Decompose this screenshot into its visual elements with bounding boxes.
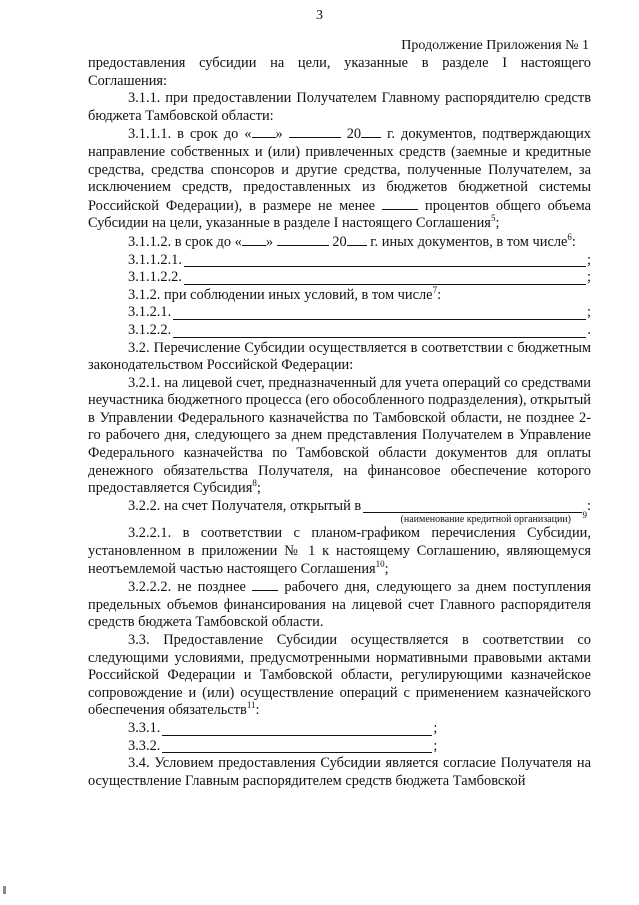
blank-line: [173, 306, 586, 320]
footnote-8: 8: [252, 478, 257, 489]
paragraph-3-2-1: 3.2.1. на лицевой счет, предназначенный для учета операций со средствами неучастника бюджетного процесса (его обособленного подразделения), открытый в Управлении Федерального казначейства по Тамбовской области, не позднее 2-го рабочего дня, следующего за днем представления Получателем в Управление Федерального казначейства по Тамбовской области документов для оплаты денежного обязательства Получателя, на финансовое обеспечение которого предоставляется Субсидия$^8$;: [88, 374, 591, 497]
paragraph-3-1-1: 3.1.1. при предоставлении Получателем Главному распорядителю средств бюджета Тамбовской области:: [88, 90, 591, 124]
footnote-6: 6: [567, 231, 572, 242]
line-3-2-2: 3.2.2. на счет Получателя, открытый в 9 :: [128, 497, 591, 521]
blank-line: [184, 253, 586, 267]
line-3-1-1-2-1: 3.1.1.2.1. ;: [128, 251, 591, 268]
line-3-1-1-2-2: 3.1.1.2.2. ;: [128, 269, 591, 286]
blank-day: [242, 233, 266, 246]
scan-edge-mark: [3, 886, 6, 894]
paragraph-3-1-1-1: 3.1.1.1. в срок до « » 20 г. документов, подтверждающих направление собственных и (или) привлеченных средств (заемные и кредитные средства, средства спонсоров и другие средства, полученные Получателем, за исключением средств, предоставленных из бюджетов бюджетной системы Российской Федерации), в размере не менее процентов общего объема Субсидии на цели, указанные в разделе I настоящего Соглашения$^5$;: [88, 126, 591, 232]
blank-line: [162, 722, 432, 736]
footnote-5: 5: [490, 213, 496, 224]
paragraph-3-2-2-1: 3.2.2.1. в соответствии с планом-графиком перечисления Субсидии, установленном в приложении № 1 к настоящему Соглашению, являющемуся неотъемлемой частью настоящего Соглашения$^{10}$;: [88, 525, 591, 577]
blank-percent: [382, 197, 418, 210]
footnote-10: 10: [375, 558, 385, 569]
line-3-3-2: 3.3.2. ;: [128, 737, 438, 754]
paragraph-3-2: 3.2. Перечисление Субсидии осуществляется в соответствии с бюджетным законодательством Российской Федерации:: [88, 339, 591, 374]
blank-line: [173, 324, 586, 338]
appendix-header: Продолжение Приложения № 1: [401, 38, 589, 53]
blank-year: [361, 125, 381, 138]
blank-line-bank: [363, 499, 581, 513]
footnote-11: 11: [246, 700, 256, 711]
blank-month: [289, 125, 341, 138]
paragraph-3-4: 3.4. Условием предоставления Субсидии является согласие Получателя на осуществление Главным распорядителем средств бюджета Тамбовской: [88, 755, 591, 789]
blank-days: [252, 578, 278, 591]
document-body: [88, 55, 591, 790]
paragraph-3-3: 3.3. Предоставление Субсидии осуществляется в соответствии со следующими условиями, предусмотренными нормативными правовыми актами Российской Федерации и Тамбовской области, регулирующими казначейское сопровождение и (или) осуществление операций с применением казначейского обеспечения обязательств$^{11}$:: [88, 632, 591, 719]
line-3-1-2-1: 3.1.2.1. ;: [128, 304, 591, 321]
line-3-3-1: 3.3.1. ;: [128, 719, 438, 736]
blank-day: [252, 125, 276, 138]
paragraph-3-1-1-2: 3.1.1.2. в срок до « » 20 г. иных документов, в том числе$^6$:: [128, 231, 576, 250]
blank-line: [162, 739, 432, 753]
paragraph-3-2-2-2: 3.2.2.2. не позднее рабочего дня, следующего за днем поступления предельных объемов финансирования на лицевой счет Главного распорядителя средств бюджета Тамбовской области.: [88, 579, 591, 631]
page-number: 3: [316, 8, 323, 23]
blank-line: [184, 271, 586, 285]
blank-month: [277, 233, 329, 246]
blank-year: [347, 233, 367, 246]
bank-name-caption: (наименование кредитной организации): [400, 514, 571, 526]
line-3-1-2-2: 3.1.2.2. .: [128, 321, 591, 338]
paragraph-3-1-2: 3.1.2. при соблюдении иных условий, в том числе$^7$:: [128, 284, 442, 303]
paragraph-intro: предоставления субсидии на цели, указанные в разделе I настоящего Соглашения:: [88, 55, 591, 89]
footnote-7: 7: [432, 284, 438, 295]
